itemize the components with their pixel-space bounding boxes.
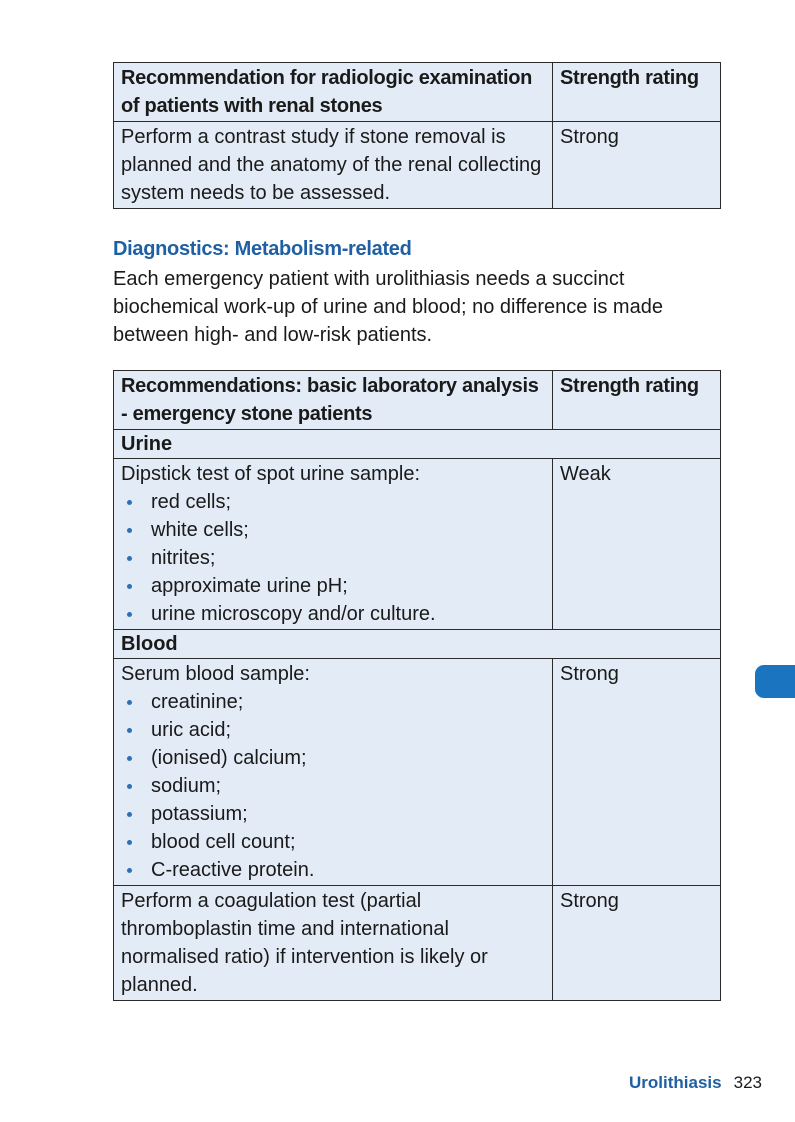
strength-rating-header: Strength rating: [553, 371, 721, 430]
table-row: [114, 659, 721, 886]
list-item: blood cell count;: [121, 828, 547, 856]
list-item: uric acid;: [121, 716, 547, 744]
list-item: approximate urine pH;: [121, 572, 547, 600]
recommendation-header: Recommendation for radiologic examination of patients with renal stones: [114, 63, 553, 122]
section-paragraph: Each emergency patient with urolithiasis needs a succinct biochemical work-up of urine and blood; no difference is made between high- and low-risk patients.: [113, 268, 663, 346]
list-item: urine microscopy and/or culture.: [121, 600, 547, 628]
table-header-row: [114, 371, 721, 430]
chapter-title: Urolithiasis: [629, 1073, 722, 1092]
urine-recommendation: [114, 459, 553, 630]
strength-rating: Strong: [553, 886, 721, 1001]
section-heading: Diagnostics: Metabolism-related: [113, 238, 412, 260]
recommendation-text: Perform a contrast study if stone removal is planned and the anatomy of the renal collecting system needs to be assessed.: [114, 122, 553, 209]
blood-section-label: Blood: [114, 630, 721, 659]
list-item: white cells;: [121, 516, 547, 544]
urine-intro: Dipstick test of spot urine sample:: [121, 463, 421, 485]
page-number: 323: [733, 1073, 762, 1092]
page-footer: [629, 1073, 762, 1093]
list-item: sodium;: [121, 772, 547, 800]
list-item: red cells;: [121, 488, 547, 516]
table-row: [114, 459, 721, 630]
recommendation-header: Recommendations: basic laboratory analysis - emergency stone patients: [114, 371, 553, 430]
blood-intro: Serum blood sample:: [121, 663, 310, 685]
list-item: (ionised) calcium;: [121, 744, 547, 772]
table-row: [114, 886, 721, 1001]
urine-test-list: [121, 488, 547, 628]
table-header-row: [114, 63, 721, 122]
table-row: [114, 122, 721, 209]
list-item: creatinine;: [121, 688, 547, 716]
strength-rating: Strong: [553, 659, 721, 886]
coagulation-recommendation: Perform a coagulation test (partial thromboplastin time and international normalised ratio) if intervention is likely or planned.: [114, 886, 553, 1001]
blood-section-row: [114, 630, 721, 659]
laboratory-recommendation-table: [113, 370, 721, 1001]
strength-rating-header: Strength rating: [553, 63, 721, 122]
strength-rating: Weak: [553, 459, 721, 630]
blood-recommendation: [114, 659, 553, 886]
strength-rating: Strong: [553, 122, 721, 209]
urine-section-row: [114, 430, 721, 459]
radiologic-recommendation-table: [113, 62, 721, 209]
list-item: potassium;: [121, 800, 547, 828]
urine-section-label: Urine: [114, 430, 721, 459]
blood-test-list: [121, 688, 547, 884]
chapter-side-tab: [755, 665, 795, 698]
list-item: C-reactive protein.: [121, 856, 547, 884]
list-item: nitrites;: [121, 544, 547, 572]
